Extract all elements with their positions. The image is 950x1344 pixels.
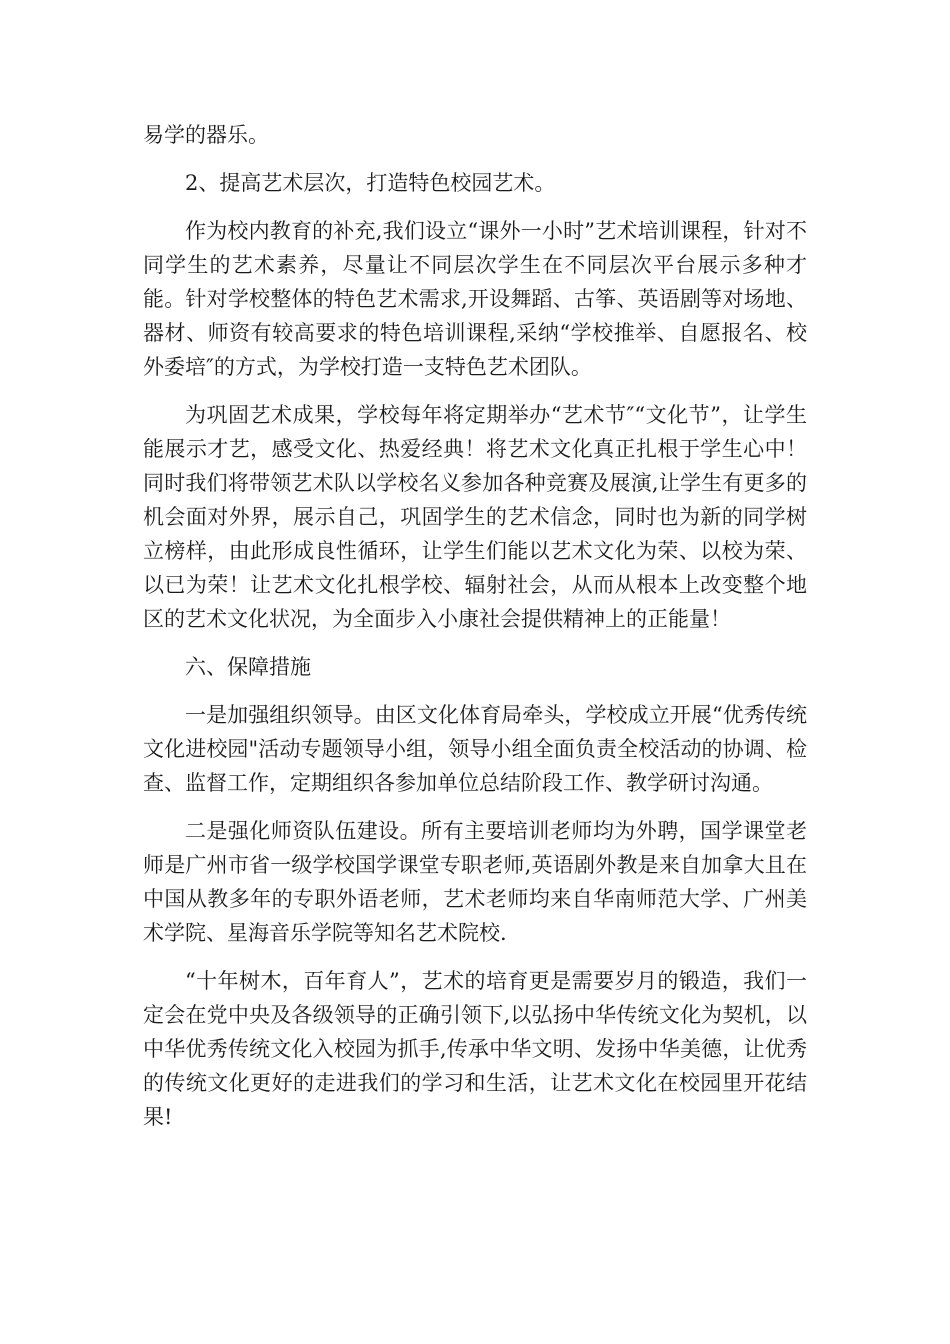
paragraph-teachers: 二是强化师资队伍建设。所有主要培训老师均为外聘，国学课堂老师是广州市省一级学校国学课堂专职老师,英语剧外教是来自加拿大且在中国从教多年的专职外语老师，艺术老师均来自华南师范大学、广州美术学院、星海音乐学院等知名艺术院校. — [143, 819, 807, 945]
paragraph-conclusion: “十年树木，百年育人”，艺术的培育更是需要岁月的锻造，我们一定会在党中央及各级领导的正确引领下,以弘扬中华传统文化为契机，以中华优秀传统文化入校园为抓手,传承中华文明、发扬中华美德，让优秀的传统文化更好的走进我们的学习和生活，让艺术文化在校园里开花结果! — [143, 969, 807, 1129]
section-heading-6: 六、保障措施 — [185, 655, 311, 679]
paragraph-leadership: 一是加强组织领导。由区文化体育局牵头，学校成立开展“优秀传统文化进校园"活动专题领导小组，领导小组全面负责全校活动的协调、检查、监督工作，定期组织各参加单位总结阶段工作、教学研讨沟通。 — [143, 703, 807, 795]
document-body — [143, 118, 807, 1148]
paragraph-extracurricular: 作为校内教育的补充,我们设立“课外一小时”艺术培训课程，针对不同学生的艺术素养，尽量让不同层次学生在不同层次平台展示多种才能。针对学校整体的特色艺术需求,开设舞蹈、古筝、英语剧等对场地、器材、师资有较高要求的特色培训课程,采纳“学校推举、自愿报名、校外委培″的方式，为学校打造一支特色艺术团队。 — [143, 219, 807, 379]
paragraph-continuation: 易学的器乐。 — [143, 123, 269, 147]
paragraph-consolidate: 为巩固艺术成果，学校每年将定期举办“艺术节″“文化节”，让学生能展示才艺，感受文化、热爱经典！将艺术文化真正扎根于学生心中！同时我们将带领艺术队以学校名义参加各种竞赛及展演,让学生有更多的机会面对外界，展示自己，巩固学生的艺术信念，同时也为新的同学树立榜样，由此形成良性循环，让学生们能以艺术文化为荣、以校为荣、以已为荣！让艺术文化扎根学校、辐射社会，从而从根本上改变整个地区的艺术文化状况，为全面步入小康社会提供精神上的正能量！ — [143, 403, 807, 631]
section-heading-2: 2、提高艺术层次，打造特色校园艺术。 — [185, 171, 556, 195]
